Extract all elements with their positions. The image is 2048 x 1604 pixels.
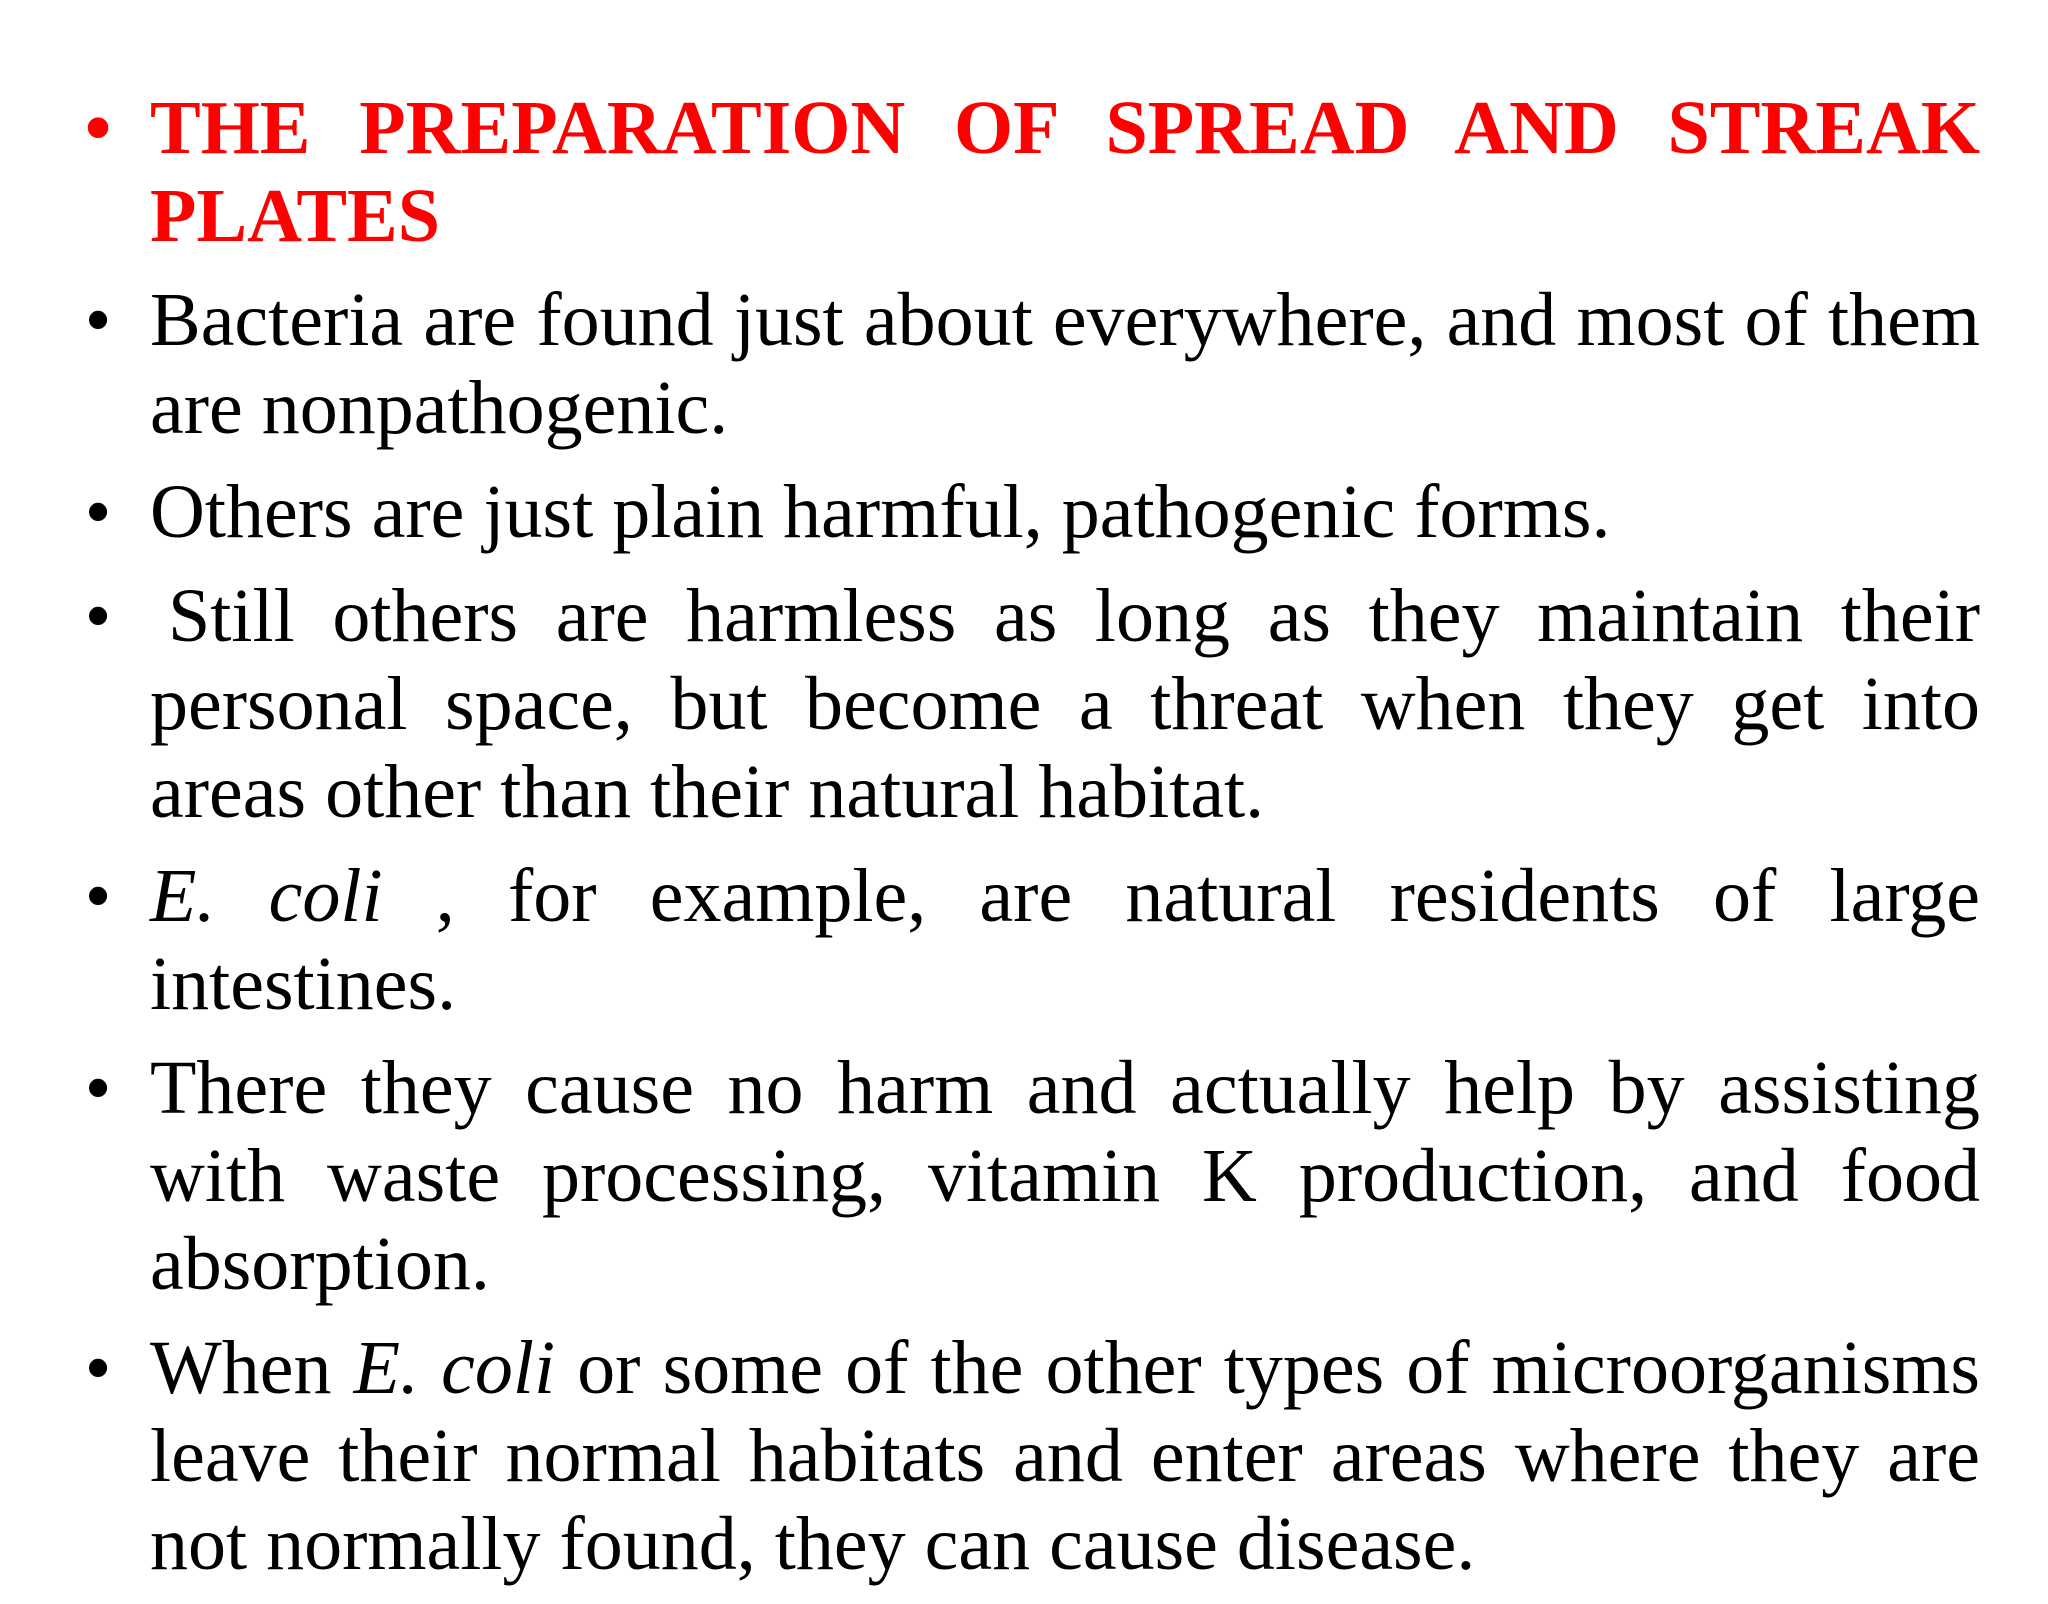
species-name: E. coli (353, 1326, 556, 1410)
bullet-list (68, 84, 1980, 1604)
list-item-text (150, 854, 1980, 1026)
bullet-icon: • (84, 854, 112, 938)
bullet-icon: • (84, 86, 112, 170)
bullet-icon: • (84, 1326, 112, 1410)
bullet-icon: • (84, 470, 112, 554)
list-item-text-rest: or some of the other types of microorganisms leave their normal habitats and enter areas where they are not normally found, they can cause disease. (150, 1326, 1981, 1586)
list-item-text: There they cause no harm and actually help by assisting with waste processing, vitamin K production, and food absorption. (150, 1046, 1980, 1306)
list-item (68, 276, 1980, 452)
list-item (68, 1324, 1980, 1588)
bullet-icon: • (84, 278, 112, 362)
list-item (68, 852, 1980, 1028)
list-item (68, 1044, 1980, 1308)
slide-title: THE PREPARATION OF SPREAD AND STREAK PLATES (150, 86, 1980, 258)
bullet-icon: • (84, 574, 112, 658)
list-item-text-rest: , for example, are natural residents of large intestines. (150, 854, 1980, 1026)
list-item-text: Bacteria are found just about everywhere, and most of them are nonpathogenic. (150, 278, 1980, 450)
bullet-icon: • (84, 1046, 112, 1130)
slide-title-item (68, 84, 1980, 260)
list-item-text: Still others are harmless as long as they maintain their personal space, but become a threat when they get into areas other than their natural habitat. (150, 574, 1980, 834)
species-name: E. coli (150, 854, 383, 938)
list-item-text (150, 1326, 1980, 1586)
list-item (68, 468, 1980, 556)
list-item-text-before: When (150, 1326, 354, 1410)
list-item-text: Others are just plain harmful, pathogenic forms. (150, 470, 1611, 554)
list-item (68, 572, 1980, 836)
